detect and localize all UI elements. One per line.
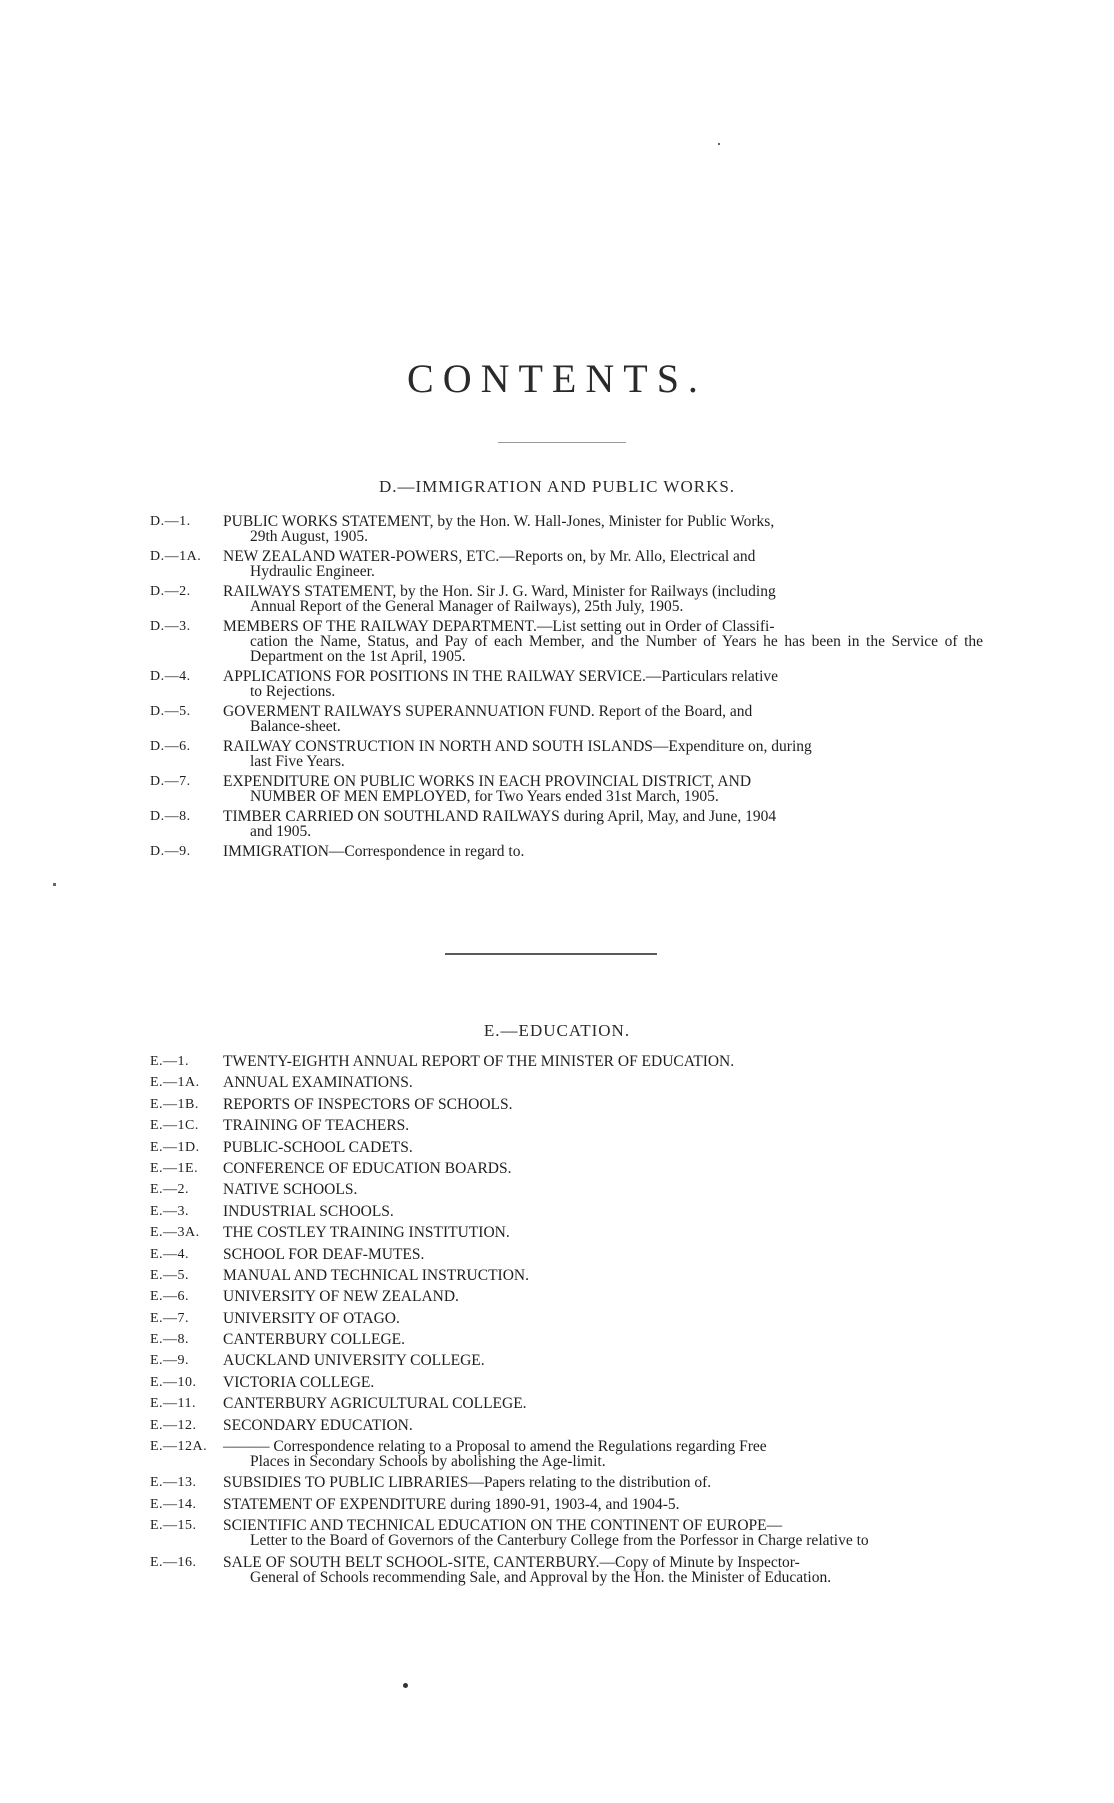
section-heading-education: E.—EDUCATION. <box>483 1021 631 1040</box>
entry-title <box>223 1140 983 1155</box>
contents-entry <box>150 1375 983 1390</box>
contents-entry <box>150 1353 983 1368</box>
entry-code: D.—2. <box>150 584 191 599</box>
entry-code: E.—8. <box>150 1332 190 1348</box>
contents-entry <box>150 1118 983 1133</box>
entry-code: D.—1. <box>150 514 191 529</box>
entry-title <box>223 774 983 804</box>
education-contents-list <box>150 1054 983 1591</box>
entry-title <box>223 1475 983 1490</box>
entry-title <box>223 1268 983 1283</box>
contents-entry <box>150 1161 983 1176</box>
entry-title <box>223 1439 983 1469</box>
contents-entry <box>150 1054 983 1069</box>
contents-entry <box>150 704 983 734</box>
entry-title <box>223 1289 983 1304</box>
scan-speck <box>718 143 720 145</box>
entry-title-continuation: Places in Secondary Schools by abolishing the Age-limit. <box>250 1453 606 1471</box>
entry-title-first-line: CONFERENCE OF EDUCATION BOARDS. <box>223 1159 512 1177</box>
entry-title <box>223 1118 983 1133</box>
contents-entry <box>150 1418 983 1433</box>
contents-entry <box>150 1247 983 1262</box>
contents-entry <box>150 844 983 859</box>
entry-code: D.—4. <box>150 669 191 684</box>
page-mark <box>403 1683 408 1688</box>
entry-title-first-line: THE COSTLEY TRAINING INSTITUTION. <box>223 1224 510 1242</box>
contents-entry <box>150 1497 983 1512</box>
entry-title-first-line: SUBSIDIES TO PUBLIC LIBRARIES—Papers relating to the distribution of. <box>223 1474 712 1492</box>
entry-code: E.—1D. <box>150 1139 200 1155</box>
entry-code: E.—11. <box>150 1396 197 1412</box>
contents-entry <box>150 774 983 804</box>
entry-code: E.—14. <box>150 1496 197 1512</box>
entry-title-first-line: TIMBER CARRIED ON SOUTHLAND RAILWAYS during April, May, and June, 1904 <box>223 808 777 825</box>
entry-title <box>223 1161 983 1176</box>
entry-title-first-line: TWENTY-EIGHTH ANNUAL REPORT OF THE MINISTER OF EDUCATION. <box>223 1053 735 1070</box>
entry-code: D.—9. <box>150 844 191 859</box>
section-heading-immigration: D.—IMMIGRATION AND PUBLIC WORKS. <box>378 477 736 496</box>
entry-title <box>223 1225 983 1240</box>
entry-code: D.—1A. <box>150 549 202 564</box>
contents-entry <box>150 619 983 664</box>
contents-entry <box>150 1332 983 1347</box>
entry-title-first-line: PUBLIC-SCHOOL CADETS. <box>223 1138 413 1156</box>
entry-title-first-line: EXPENDITURE ON PUBLIC WORKS IN EACH PROVINCIAL DISTRICT, AND <box>223 773 752 790</box>
contents-entry <box>150 809 983 839</box>
entry-code: E.—10. <box>150 1374 197 1390</box>
entry-title-first-line: NATIVE SCHOOLS. <box>223 1181 358 1199</box>
contents-entry <box>150 739 983 769</box>
entry-code: E.—9. <box>150 1353 190 1369</box>
entry-code: E.—15. <box>150 1518 197 1534</box>
entry-code: E.—3A. <box>150 1225 200 1241</box>
entry-title-first-line: VICTORIA COLLEGE. <box>223 1373 375 1391</box>
entry-title <box>223 1375 983 1390</box>
entry-title-first-line: ——— Correspondence relating to a Proposal to amend the Regulations regarding Free <box>223 1438 767 1456</box>
immigration-contents-list <box>150 514 983 864</box>
entry-title <box>223 1097 983 1112</box>
contents-entry <box>150 1075 983 1090</box>
contents-entry <box>150 1518 983 1548</box>
contents-entry <box>150 1396 983 1411</box>
scan-speck <box>53 883 56 886</box>
entry-title-first-line: UNIVERSITY OF NEW ZEALAND. <box>223 1288 459 1306</box>
entry-title <box>223 1247 983 1262</box>
entry-title-first-line: MANUAL AND TECHNICAL INSTRUCTION. <box>223 1266 529 1284</box>
entry-title <box>223 844 983 859</box>
contents-entry <box>150 584 983 614</box>
section-divider <box>445 953 657 955</box>
entry-code: E.—3. <box>150 1203 190 1219</box>
entry-title-continuation: to Rejections. <box>250 683 336 700</box>
entry-title <box>223 1418 983 1433</box>
entry-title-first-line: GOVERMENT RAILWAYS SUPERANNUATION FUND. Report of the Board, and <box>223 703 753 720</box>
entry-title <box>223 669 983 699</box>
contents-entry <box>150 1289 983 1304</box>
contents-entry <box>150 1311 983 1326</box>
entry-title <box>223 739 983 769</box>
entry-title-first-line: INDUSTRIAL SCHOOLS. <box>223 1202 394 1220</box>
contents-entry <box>150 1268 983 1283</box>
entry-title-continuation: Letter to the Board of Governors of the Canterbury College from the Porfessor in Charge relative to <box>250 1532 869 1550</box>
contents-entry <box>150 1097 983 1112</box>
entry-title <box>223 1054 983 1069</box>
entry-title-continuation: NUMBER OF MEN EMPLOYED, for Two Years ended 31st March, 1905. <box>250 788 719 805</box>
entry-title <box>223 1311 983 1326</box>
entry-title <box>223 1182 983 1197</box>
entry-title <box>223 549 983 579</box>
entry-title-continuation: cation the Name, Status, and Pay of each Member, and the Number of Years he has been in the Service of the Department on the 1st April, 1905. <box>250 633 983 665</box>
entry-code: E.—13. <box>150 1475 197 1491</box>
entry-title-first-line: NEW ZEALAND WATER-POWERS, ETC.—Reports on, by Mr. Allo, Electrical and <box>223 548 756 565</box>
entry-title-first-line: REPORTS OF INSPECTORS OF SCHOOLS. <box>223 1095 513 1113</box>
entry-code: E.—7. <box>150 1310 190 1326</box>
entry-title <box>223 1396 983 1411</box>
contents-entry <box>150 669 983 699</box>
entry-code: D.—7. <box>150 774 191 789</box>
entry-code: E.—5. <box>150 1267 190 1283</box>
entry-code: E.—16. <box>150 1554 197 1570</box>
entry-title-first-line: AUCKLAND UNIVERSITY COLLEGE. <box>223 1352 485 1370</box>
contents-entry <box>150 549 983 579</box>
page-title: CONTENTS. <box>407 356 707 401</box>
entry-code: D.—8. <box>150 809 191 824</box>
entry-title <box>223 1497 983 1512</box>
entry-code: E.—4. <box>150 1246 190 1262</box>
entry-title-continuation: 29th August, 1905. <box>250 528 368 545</box>
entry-title-first-line: RAILWAYS STATEMENT, by the Hon. Sir J. G. Ward, Minister for Railways (including <box>223 583 776 600</box>
entry-title-first-line: SCHOOL FOR DEAF-MUTES. <box>223 1245 425 1263</box>
entry-code: E.—1E. <box>150 1160 199 1176</box>
entry-title-first-line: PUBLIC WORKS STATEMENT, by the Hon. W. Hall-Jones, Minister for Public Works, <box>223 513 775 530</box>
title-rule <box>498 442 626 443</box>
entry-code: E.—1C. <box>150 1118 199 1134</box>
entry-code: E.—12. <box>150 1417 197 1433</box>
contents-entry <box>150 1439 983 1469</box>
entry-title <box>223 514 983 544</box>
entry-title-first-line: CANTERBURY COLLEGE. <box>223 1331 405 1349</box>
entry-title-first-line: IMMIGRATION—Correspondence in regard to. <box>223 843 525 860</box>
entry-title-first-line: UNIVERSITY OF OTAGO. <box>223 1309 400 1327</box>
entry-title-first-line: RAILWAY CONSTRUCTION IN NORTH AND SOUTH ISLANDS—Expenditure on, during <box>223 738 812 755</box>
entry-code: E.—6. <box>150 1289 190 1305</box>
entry-title-first-line: SECONDARY EDUCATION. <box>223 1416 413 1434</box>
entry-title <box>223 704 983 734</box>
entry-title <box>223 1518 983 1548</box>
contents-entry <box>150 1475 983 1490</box>
entry-code: E.—1B. <box>150 1096 199 1112</box>
entry-title <box>223 1353 983 1368</box>
entry-title-continuation: General of Schools recommending Sale, and Approval by the Hon. the Minister of Education. <box>250 1568 832 1586</box>
entry-title <box>223 1204 983 1219</box>
entry-code: E.—1. <box>150 1054 190 1069</box>
entry-code: D.—3. <box>150 619 191 634</box>
entry-title-first-line: MEMBERS OF THE RAILWAY DEPARTMENT.—List setting out in Order of Classifi- <box>223 618 775 635</box>
contents-entry <box>150 1225 983 1240</box>
entry-title-continuation: and 1905. <box>250 823 312 840</box>
entry-title-first-line: APPLICATIONS FOR POSITIONS IN THE RAILWAY SERVICE.—Particulars relative <box>223 668 779 685</box>
entry-title-first-line: STATEMENT OF EXPENDITURE during 1890-91, 1903-4, and 1904-5. <box>223 1495 680 1513</box>
entry-title-first-line: CANTERBURY AGRICULTURAL COLLEGE. <box>223 1395 527 1413</box>
contents-entry <box>150 1204 983 1219</box>
entry-title-first-line: TRAINING OF TEACHERS. <box>223 1117 410 1135</box>
entry-code: E.—1A. <box>150 1075 200 1091</box>
entry-title-first-line: ANNUAL EXAMINATIONS. <box>223 1074 413 1092</box>
contents-entry <box>150 1555 983 1585</box>
entry-title <box>223 1075 983 1090</box>
entry-title <box>223 809 983 839</box>
entry-title-first-line: SALE OF SOUTH BELT SCHOOL-SITE, CANTERBURY.—Copy of Minute by Inspector- <box>223 1553 800 1571</box>
entry-code: D.—5. <box>150 704 191 719</box>
entry-title-continuation: Balance-sheet. <box>250 718 341 735</box>
entry-code: E.—12A. <box>150 1439 208 1455</box>
contents-entry <box>150 1140 983 1155</box>
entry-title <box>223 619 983 664</box>
entry-title-first-line: SCIENTIFIC AND TECHNICAL EDUCATION ON THE CONTINENT OF EUROPE— <box>223 1517 783 1535</box>
entry-code: D.—6. <box>150 739 191 754</box>
entry-title-continuation: last Five Years. <box>250 753 345 770</box>
entry-title <box>223 1555 983 1585</box>
entry-title-continuation: Annual Report of the General Manager of Railways), 25th July, 1905. <box>250 598 684 615</box>
contents-entry <box>150 1182 983 1197</box>
entry-title <box>223 1332 983 1347</box>
entry-title-continuation: Hydraulic Engineer. <box>250 563 375 580</box>
contents-entry <box>150 514 983 544</box>
entry-code: E.—2. <box>150 1182 190 1198</box>
entry-title <box>223 584 983 614</box>
